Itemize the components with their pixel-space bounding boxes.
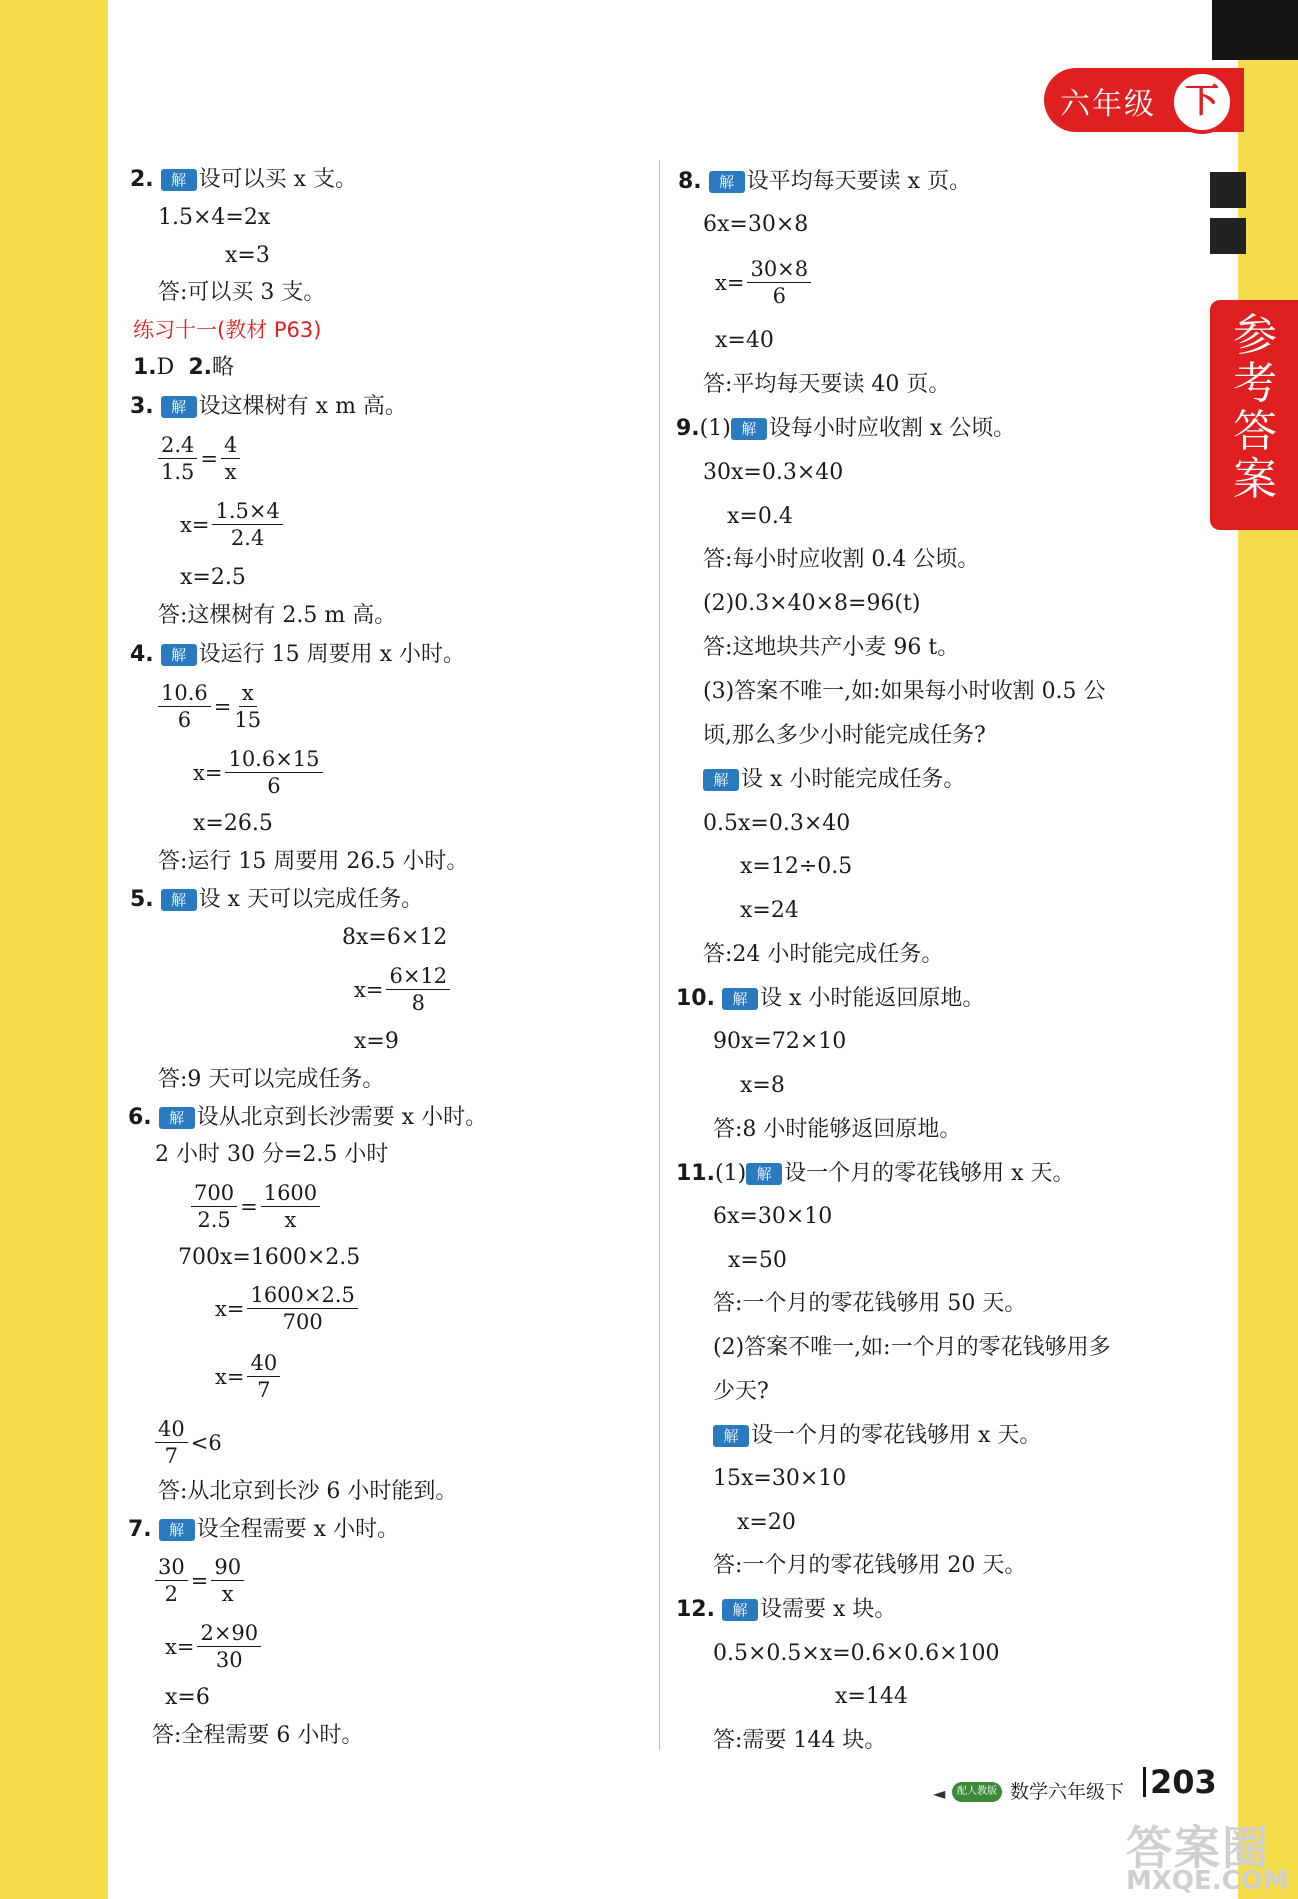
question-number: 4. bbox=[130, 642, 154, 667]
numerator: 1600×2.5 bbox=[247, 1282, 357, 1309]
question-1-2 bbox=[133, 354, 234, 382]
term-circle: 下 bbox=[1170, 70, 1234, 134]
answer: 答:平均每天要读 40 页。 bbox=[703, 372, 951, 397]
jie-label-icon: 解 bbox=[703, 769, 739, 791]
equation: 8x=6×12 bbox=[342, 925, 448, 950]
tab-char: 参 bbox=[1233, 310, 1277, 361]
page-number: 203 bbox=[1143, 1767, 1217, 1797]
section-title: 练习十一(教材 P63) bbox=[133, 318, 322, 342]
fraction-equation bbox=[715, 256, 814, 309]
denominator: 8 bbox=[411, 991, 425, 1015]
denominator: 700 bbox=[282, 1310, 323, 1334]
corner-block bbox=[1212, 0, 1298, 60]
question-number: 11. bbox=[676, 1161, 715, 1186]
question-number: 10. bbox=[676, 986, 715, 1011]
lhs: x= bbox=[180, 512, 210, 537]
question-number: 8. bbox=[678, 169, 702, 194]
question-number: 1. bbox=[133, 355, 157, 380]
numerator: 700 bbox=[191, 1180, 237, 1207]
denominator: 6 bbox=[177, 708, 192, 732]
column-divider bbox=[659, 160, 660, 1750]
equation: x=24 bbox=[740, 898, 799, 923]
equation: 0.5x=0.3×40 bbox=[703, 811, 851, 836]
equation: x=50 bbox=[728, 1248, 787, 1273]
question-3 bbox=[130, 393, 407, 421]
equation: x=3 bbox=[225, 243, 270, 268]
denominator: 7 bbox=[164, 1444, 179, 1468]
answer-text: D bbox=[156, 355, 175, 380]
question-10 bbox=[676, 985, 984, 1013]
numerator: 6×12 bbox=[386, 963, 450, 990]
rhs: <6 bbox=[190, 1430, 222, 1455]
equation: 15x=30×10 bbox=[713, 1466, 847, 1491]
question-number: 2. bbox=[130, 167, 154, 192]
question-text: 设从北京到长沙需要 x 小时。 bbox=[196, 1105, 488, 1130]
jie-label-icon: 解 bbox=[161, 396, 197, 418]
question-text: 设 x 小时能返回原地。 bbox=[759, 986, 985, 1011]
equation: x=6 bbox=[165, 1685, 210, 1710]
equation: 6x=30×8 bbox=[703, 212, 809, 237]
text-line: 少天? bbox=[713, 1379, 769, 1404]
left-margin-strip bbox=[0, 0, 108, 1899]
equation: x=26.5 bbox=[193, 811, 273, 836]
lhs: x= bbox=[715, 270, 745, 295]
question-number: 6. bbox=[128, 1105, 152, 1130]
grade-label: 六年级 bbox=[1060, 87, 1156, 122]
equation: x=12÷0.5 bbox=[740, 854, 853, 879]
numerator: 30×8 bbox=[747, 256, 811, 283]
numerator: 90 bbox=[211, 1554, 244, 1581]
jie-label-icon: 解 bbox=[161, 889, 197, 911]
publisher-badge: 配人教版 bbox=[952, 1782, 1002, 1802]
jie-label-icon: 解 bbox=[731, 418, 767, 440]
denominator: 2.4 bbox=[230, 526, 265, 550]
equation: 0.5×0.5×x=0.6×0.6×100 bbox=[713, 1641, 1000, 1666]
tab-char: 案 bbox=[1233, 454, 1277, 505]
equation: x=144 bbox=[835, 1684, 908, 1709]
question-7 bbox=[128, 1516, 399, 1544]
subject-mark-icon bbox=[1210, 172, 1246, 208]
lhs: x= bbox=[215, 1296, 245, 1321]
fraction-equation bbox=[215, 1282, 361, 1335]
answer: 答:8 小时能够返回原地。 bbox=[713, 1117, 962, 1142]
question-text: 设 x 小时能完成任务。 bbox=[741, 767, 966, 792]
answer: 答:运行 15 周要用 26.5 小时。 bbox=[158, 849, 469, 874]
solution-line bbox=[713, 1422, 1041, 1450]
watermark-url: MXQE.COM bbox=[1126, 1866, 1289, 1896]
equation: 1.5×4=2x bbox=[158, 205, 271, 230]
tab-char: 答 bbox=[1233, 406, 1277, 457]
jie-label-icon: 解 bbox=[722, 1599, 758, 1621]
equation: x=8 bbox=[740, 1073, 785, 1098]
fraction-equation: $\frac{30}{2}$ = $\frac{90}{x}$ bbox=[152, 1554, 247, 1607]
question-6 bbox=[128, 1104, 487, 1132]
fraction-equation bbox=[215, 1350, 283, 1403]
question-number: 12. bbox=[676, 1597, 715, 1622]
question-text: 设运行 15 周要用 x 小时。 bbox=[198, 642, 466, 667]
question-text: 设一个月的零花钱够用 x 天。 bbox=[751, 1423, 1042, 1448]
question-text: 设平均每天要读 x 页。 bbox=[746, 169, 972, 194]
equation: 30x=0.3×40 bbox=[703, 460, 844, 485]
denominator: x bbox=[284, 1208, 297, 1232]
question-number: 2. bbox=[188, 355, 212, 380]
question-11 bbox=[676, 1160, 1075, 1188]
equation: (2)0.3×40×8=96(t) bbox=[703, 591, 921, 616]
book-name: 数学六年级 bbox=[1010, 1781, 1106, 1803]
equation: x=20 bbox=[737, 1510, 796, 1535]
denominator: 2 bbox=[164, 1582, 179, 1606]
numerator: 40 bbox=[155, 1416, 188, 1443]
answer-text: 略 bbox=[211, 355, 234, 380]
answer: 答:每小时应收割 0.4 公顷。 bbox=[703, 547, 980, 572]
numerator: 2.4 bbox=[158, 432, 197, 459]
fraction-equation: $\frac{700}{2.5}$ = $\frac{1600}{x}$ bbox=[188, 1180, 323, 1233]
question-number: 3. bbox=[130, 394, 154, 419]
answer: 答:9 天可以完成任务。 bbox=[158, 1067, 385, 1092]
text-line: 顷,那么多少小时能完成任务? bbox=[703, 723, 986, 748]
question-text: 设 x 天可以完成任务。 bbox=[198, 887, 424, 912]
book-term: 下 bbox=[1105, 1781, 1125, 1803]
denominator: 7 bbox=[257, 1378, 271, 1402]
question-number: 9. bbox=[676, 416, 700, 441]
denominator: 2.5 bbox=[197, 1208, 231, 1232]
fraction-equation bbox=[193, 746, 326, 799]
lhs: x= bbox=[354, 977, 384, 1002]
answer: 答:需要 144 块。 bbox=[713, 1728, 887, 1753]
jie-label-icon: 解 bbox=[159, 1107, 195, 1129]
answer: 答:全程需要 6 小时。 bbox=[152, 1723, 364, 1748]
question-number: 7. bbox=[128, 1517, 152, 1542]
question-text: 设可以买 x 支。 bbox=[198, 167, 358, 192]
question-text: 设需要 x 块。 bbox=[759, 1597, 897, 1622]
denominator: 1.5 bbox=[161, 460, 195, 484]
lhs: x= bbox=[193, 760, 223, 785]
watermark-logo: 答案圈 bbox=[1126, 1821, 1270, 1875]
equation: 90x=72×10 bbox=[713, 1029, 847, 1054]
answer: 答:这地块共产小麦 96 t。 bbox=[703, 635, 960, 660]
question-4 bbox=[130, 641, 465, 669]
fraction-equation bbox=[354, 963, 453, 1016]
question-number: 5. bbox=[130, 887, 154, 912]
lhs: x= bbox=[165, 1634, 195, 1659]
solution-line bbox=[703, 766, 965, 794]
footer-book-title bbox=[1010, 1777, 1124, 1804]
jie-label-icon: 解 bbox=[159, 1519, 195, 1541]
question-9 bbox=[676, 415, 1015, 443]
denominator: 30 bbox=[215, 1648, 243, 1672]
answer: 答:从北京到长沙 6 小时能到。 bbox=[158, 1479, 458, 1504]
subject-mark-icon bbox=[1210, 218, 1246, 254]
equation: x=0.4 bbox=[727, 504, 793, 529]
question-8 bbox=[678, 168, 971, 196]
right-margin-strip bbox=[1238, 0, 1298, 1899]
answer: 答:这棵树有 2.5 m 高。 bbox=[158, 603, 397, 628]
jie-label-icon: 解 bbox=[713, 1425, 749, 1447]
fraction-inequality bbox=[152, 1416, 222, 1469]
part-label: (1) bbox=[714, 1161, 747, 1186]
question-text: 设全程需要 x 小时。 bbox=[196, 1517, 400, 1542]
question-text: 设这棵树有 x m 高。 bbox=[198, 394, 407, 419]
numerator: x bbox=[239, 680, 257, 707]
text-line: (2)答案不唯一,如:一个月的零花钱够用多 bbox=[713, 1335, 1111, 1360]
numerator: 1600 bbox=[261, 1180, 320, 1207]
numerator: 40 bbox=[247, 1350, 280, 1377]
question-2 bbox=[130, 166, 357, 194]
jie-label-icon: 解 bbox=[746, 1163, 782, 1185]
jie-label-icon: 解 bbox=[161, 169, 197, 191]
numerator: 4 bbox=[221, 432, 240, 459]
denominator: 6 bbox=[267, 774, 281, 798]
jie-label-icon: 解 bbox=[709, 171, 745, 193]
jie-label-icon: 解 bbox=[161, 644, 197, 666]
answer: 答:24 小时能完成任务。 bbox=[703, 942, 944, 967]
footer-arrow-icon: ◄ bbox=[933, 1784, 946, 1803]
fraction-equation: $\frac{2.4}{1.5}$ = $\frac{4}{x}$ bbox=[155, 432, 243, 485]
equation: 2 小时 30 分=2.5 小时 bbox=[155, 1142, 389, 1167]
question-text: 设一个月的零花钱够用 x 天。 bbox=[784, 1161, 1075, 1186]
question-5 bbox=[130, 886, 423, 914]
text-line: (3)答案不唯一,如:如果每小时收割 0.5 公 bbox=[703, 679, 1106, 704]
fraction-equation: $\frac{10.6}{6}$ = $\frac{x}{15}$ bbox=[155, 680, 264, 733]
denominator: 6 bbox=[772, 284, 786, 308]
denominator: x bbox=[224, 460, 237, 484]
answer: 答:一个月的零花钱够用 50 天。 bbox=[713, 1291, 1027, 1316]
jie-label-icon: 解 bbox=[722, 988, 758, 1010]
tab-char: 考 bbox=[1233, 358, 1277, 409]
answer: 答:可以买 3 支。 bbox=[158, 280, 326, 305]
equation: 6x=30×10 bbox=[713, 1204, 833, 1229]
equation: x=2.5 bbox=[180, 565, 246, 590]
answer: 答:一个月的零花钱够用 20 天。 bbox=[713, 1553, 1027, 1578]
numerator: 2×90 bbox=[197, 1620, 261, 1647]
equation: x=40 bbox=[715, 328, 774, 353]
numerator: 10.6×15 bbox=[225, 746, 322, 773]
equation: x=9 bbox=[354, 1029, 399, 1054]
lhs: x= bbox=[215, 1364, 245, 1389]
denominator: x bbox=[221, 1582, 234, 1606]
numerator: 10.6 bbox=[158, 680, 211, 707]
numerator: 30 bbox=[155, 1554, 188, 1581]
answer-key-tab bbox=[1210, 300, 1298, 530]
fraction-equation bbox=[180, 498, 286, 551]
equation: 700x=1600×2.5 bbox=[178, 1245, 361, 1270]
fraction-equation bbox=[165, 1620, 264, 1673]
question-text: 设每小时应收割 x 公顷。 bbox=[768, 416, 1016, 441]
denominator: 15 bbox=[234, 708, 262, 732]
numerator: 1.5×4 bbox=[212, 498, 282, 525]
question-12 bbox=[676, 1596, 896, 1624]
part-label: (1) bbox=[699, 416, 731, 441]
